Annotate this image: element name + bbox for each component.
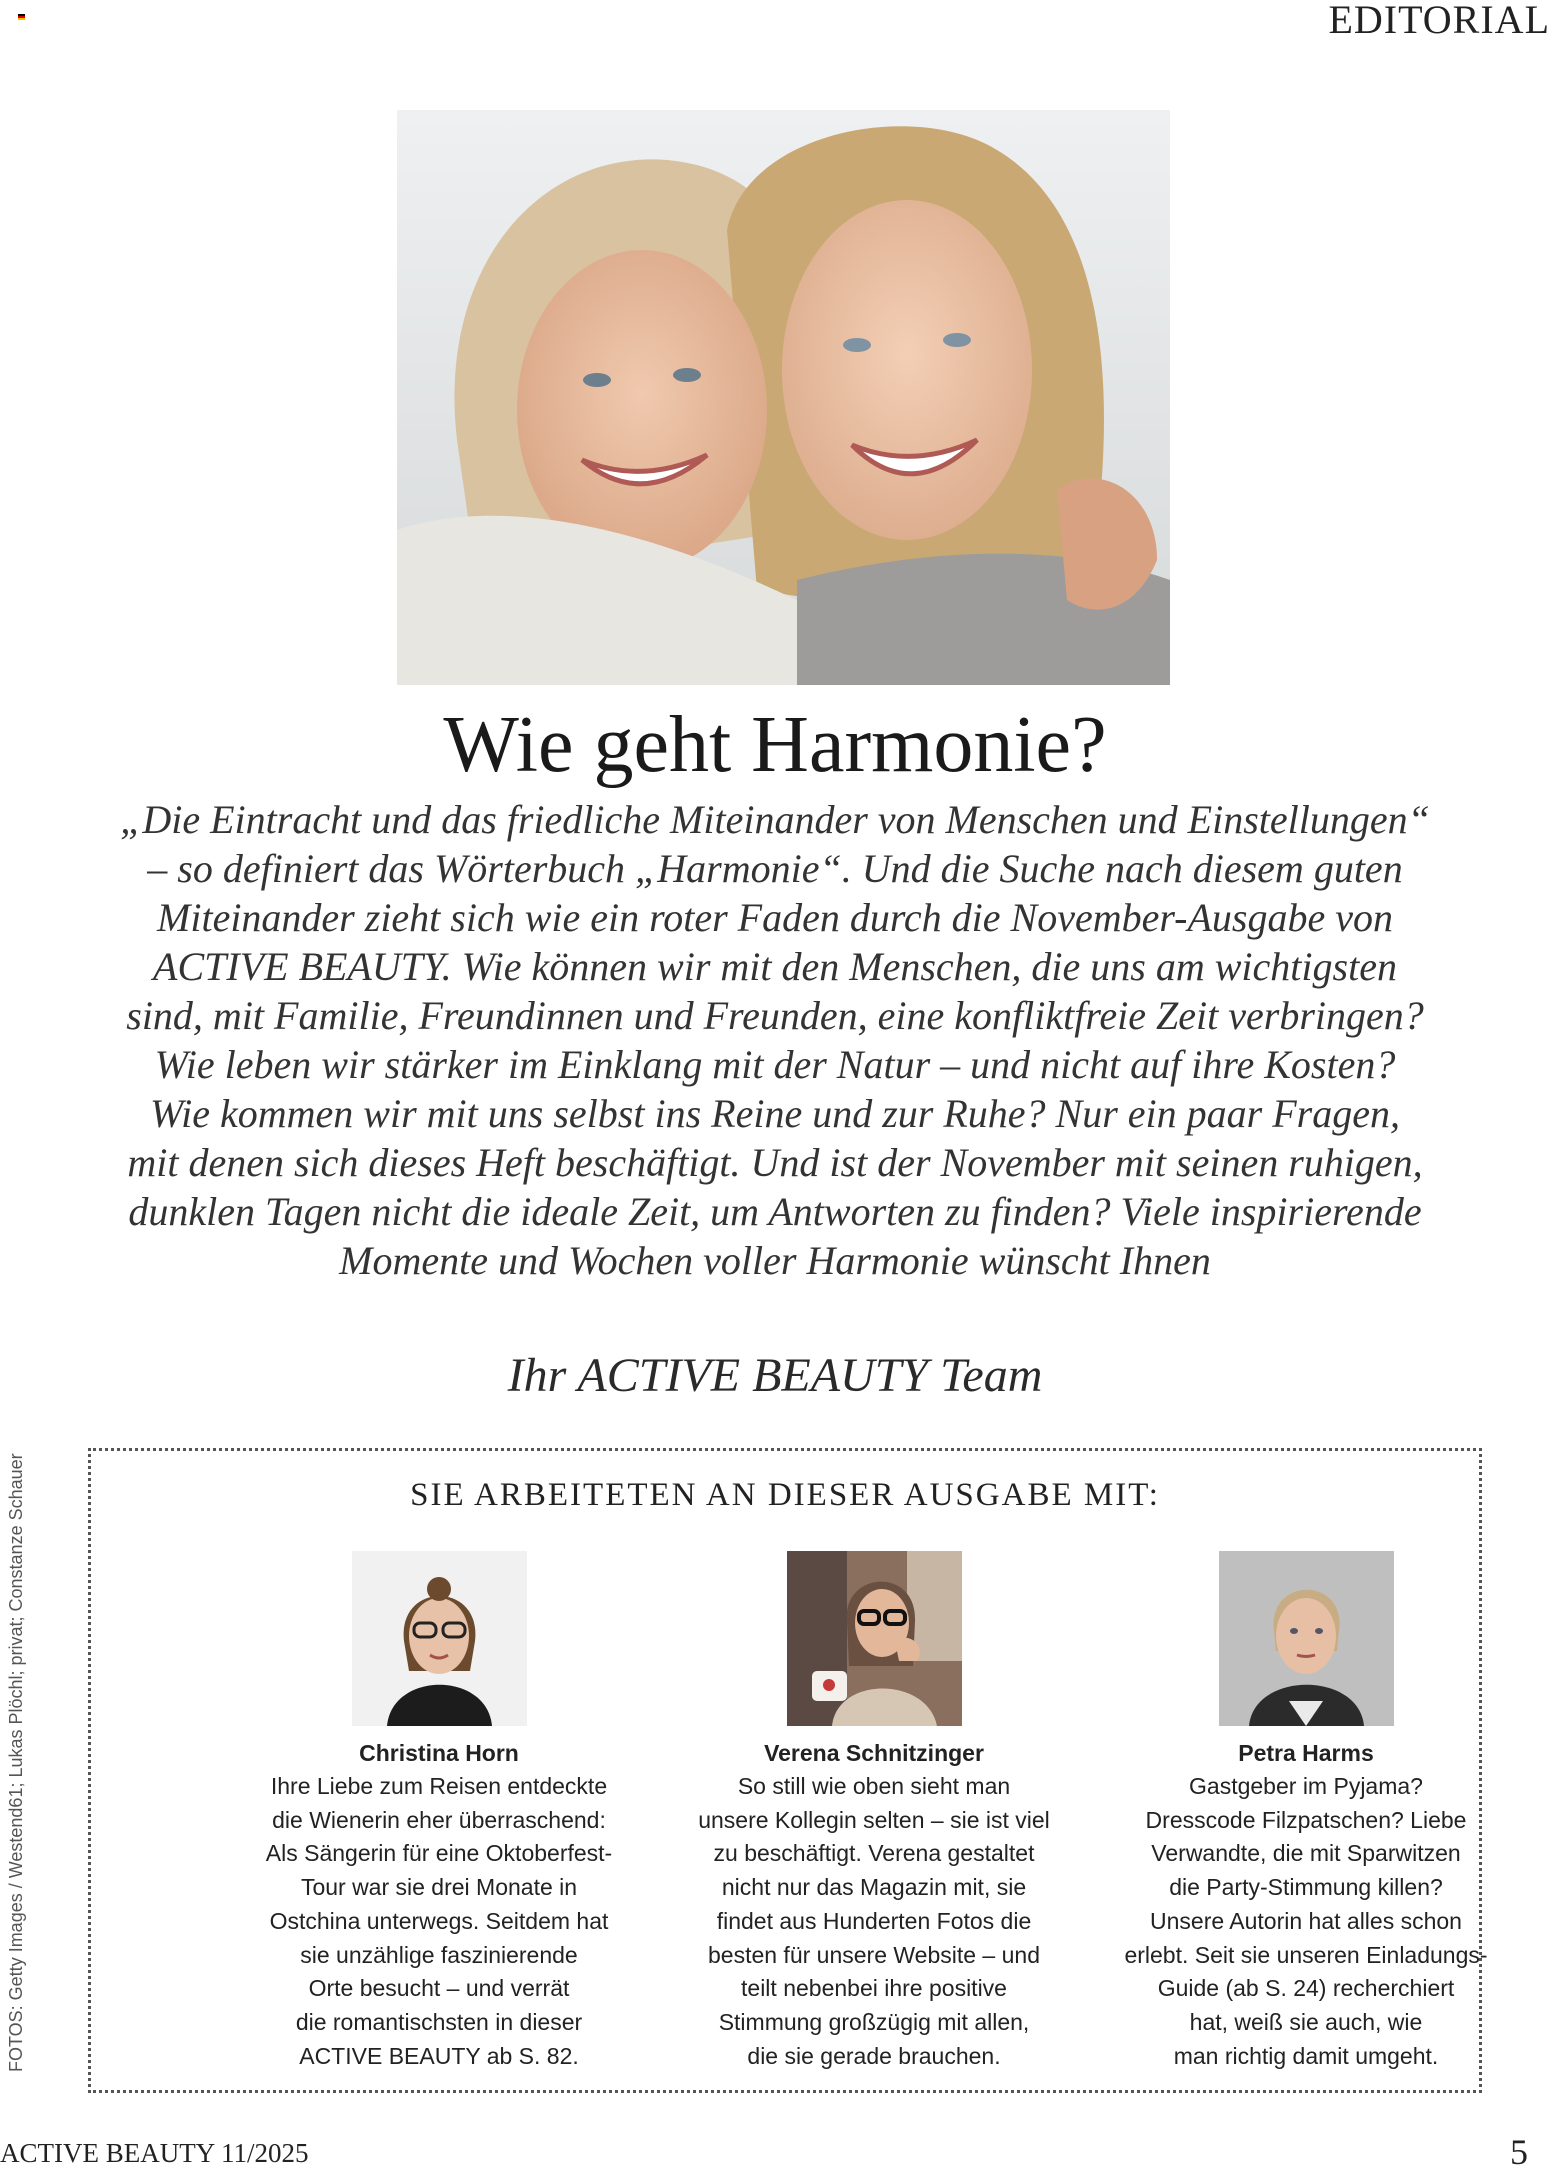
contributor-name: Christina Horn <box>359 1740 519 1766</box>
contributors-title: SIE ARBEITETEN AN DIESER AUSGABE MIT: <box>410 1477 1160 1513</box>
portrait-photo <box>787 1551 962 1726</box>
hero-photo <box>397 110 1170 685</box>
portrait-photo <box>352 1551 527 1726</box>
flag-icon <box>18 14 25 20</box>
signature: Ihr ACTIVE BEAUTY Team <box>507 1349 1043 1402</box>
contributor-bio: Ihre Liebe zum Reisen entdeckte die Wienerin eher überraschend: Als Sängerin für eine Oktoberfest- Tour war sie drei Monate in Ostchina unterwegs. Seitdem hat sie unzählige faszinierende Orte besucht – und verrät die romantischsten in dieser ACTIVE BEAUTY ab S. 82. <box>265 1773 613 2069</box>
contributor-card <box>654 1551 1094 2073</box>
portrait-photo <box>1219 1551 1394 1726</box>
page-number: 5 <box>1510 2132 1528 2172</box>
woman-with-cup-portrait-icon <box>787 1551 962 1726</box>
woman-portrait-icon <box>352 1551 527 1726</box>
two-women-hugging-photo-icon <box>397 110 1170 685</box>
contributors-box <box>88 1448 1488 2093</box>
section-label: EDITORIAL <box>1328 0 1550 42</box>
contributor-card <box>1086 1551 1526 2073</box>
issue-label: ACTIVE BEAUTY 11/2025 <box>0 2138 309 2168</box>
headline: Wie geht Harmonie? <box>443 701 1107 789</box>
contributor-bio: Gastgeber im Pyjama? Dresscode Filzpatschen? Liebe Verwandte, die mit Sparwitzen die Party-Stimmung killen? Unsere Autorin hat alles schon erlebt. Seit sie unseren Einladungs- Guide (ab S. 24) recherchiert hat, weiß sie auch, wie man richtig damit umgeht. <box>1124 1773 1488 2069</box>
contributor-bio: So still wie oben sieht man unsere Kollegin selten – sie ist viel zu beschäftigt. Verena gestaltet nicht nur das Magazin mit, sie findet aus Hunderten Fotos die besten für unsere Website – und teilt nebenbei ihre positive Stimmung großzügig mit allen, die sie gerade brauchen. <box>698 1773 1050 2069</box>
contributor-name: Petra Harms <box>1238 1740 1374 1766</box>
photo-credit: FOTOS: Getty Images / Westend61; Lukas Plöchl; privat; Constanze Schauer <box>6 1453 26 2072</box>
contributor-name: Verena Schnitzinger <box>764 1740 984 1766</box>
woman-portrait-icon <box>1219 1551 1394 1726</box>
contributor-card <box>219 1551 659 2073</box>
intro-text: „Die Eintracht und das friedliche Miteinander von Menschen und Einstellungen“ – so definiert das Wörterbuch „Harmonie“. Und die Suche nach diesem guten Miteinander zieht sich wie ein roter Faden durch die November-Ausgabe von ACTIVE BEAUTY. Wie können wir mit den Menschen, die uns am wichtigsten sind, mit Familie, Freundinnen und Freunden, eine konfliktfreie Zeit verbringen? Wie leben wir stärker im Einklang mit der Natur – und nicht auf ihre Kosten? Wie kommen wir mit uns selbst ins Reine und zur Ruhe? Nur ein paar Fragen, mit denen sich dieses Heft beschäftigt. Und ist der November mit seinen ruhigen, dunklen Tagen nicht die ideale Zeit, um Antworten zu finden? Viele inspirierende Momente und Wochen voller Harmonie wünscht Ihnen <box>120 797 1430 1283</box>
